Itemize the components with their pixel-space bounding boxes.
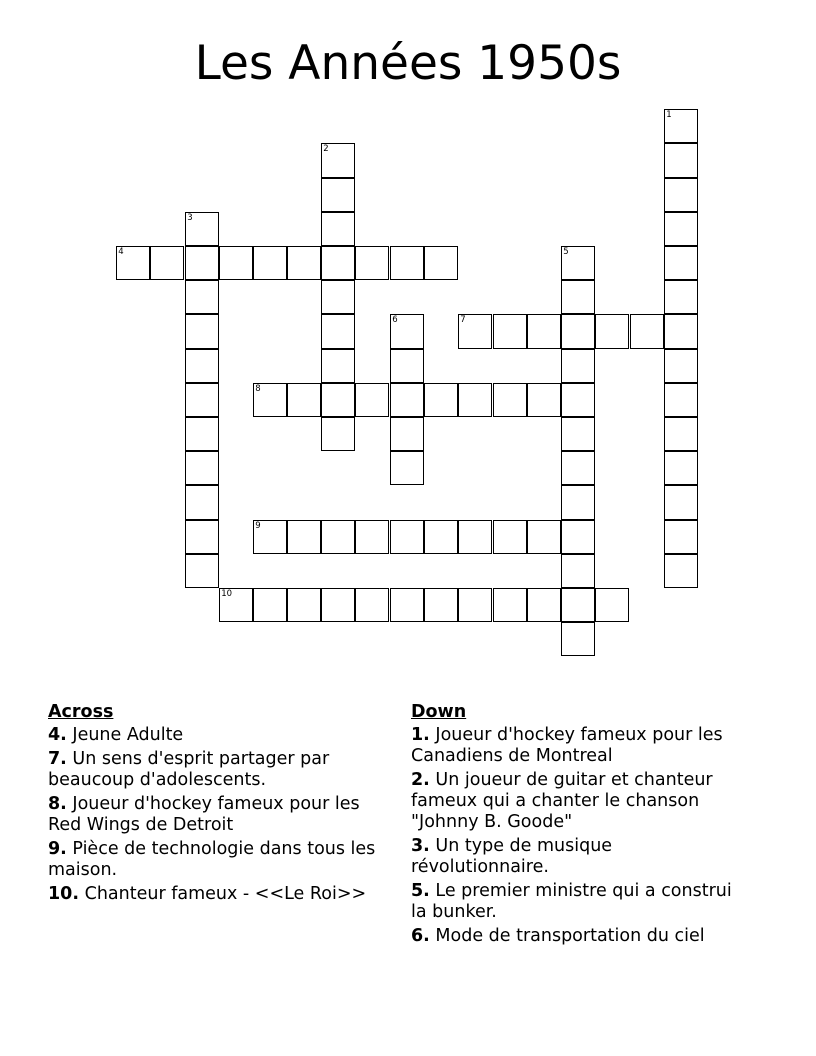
clue-number-label: 8 [255, 383, 261, 394]
crossword-cell[interactable] [185, 520, 219, 554]
crossword-cell[interactable] [664, 349, 698, 383]
clue-text: Mode de transportation du ciel [435, 926, 705, 946]
clue-number: 2. [411, 770, 430, 790]
crossword-cell[interactable] [185, 280, 219, 314]
clue-number-label: 6 [392, 315, 398, 326]
crossword-cell[interactable] [321, 588, 355, 622]
crossword-cell[interactable] [458, 314, 492, 348]
crossword-cell[interactable] [253, 383, 287, 417]
crossword-cell[interactable] [458, 588, 492, 622]
crossword-cell[interactable] [664, 451, 698, 485]
crossword-cell[interactable] [561, 417, 595, 451]
clue-text: Un sens d'esprit partager par beaucoup d'adolescents. [48, 749, 330, 790]
crossword-cell[interactable] [561, 485, 595, 519]
crossword-cell[interactable] [527, 383, 561, 417]
crossword-cell[interactable] [287, 588, 321, 622]
crossword-cell[interactable] [321, 314, 355, 348]
crossword-cell[interactable] [493, 520, 527, 554]
crossword-cell[interactable] [664, 485, 698, 519]
clue-across-8[interactable] [48, 794, 388, 836]
crossword-cell[interactable] [561, 588, 595, 622]
clue-number-label: 5 [563, 247, 569, 257]
crossword-cell[interactable] [424, 383, 458, 417]
crossword-cell[interactable] [458, 520, 492, 554]
crossword-cell[interactable] [664, 554, 698, 588]
crossword-cell[interactable] [185, 314, 219, 348]
crossword-cell[interactable] [664, 383, 698, 417]
crossword-cell[interactable] [424, 588, 458, 622]
crossword-cell[interactable] [664, 520, 698, 554]
crossword-cell[interactable] [493, 588, 527, 622]
crossword-cell[interactable] [664, 417, 698, 451]
crossword-cell[interactable] [390, 520, 424, 554]
crossword-cell[interactable] [664, 212, 698, 246]
clue-number: 6. [411, 926, 430, 946]
crossword-cell[interactable] [219, 246, 253, 280]
crossword-cell[interactable] [390, 349, 424, 383]
clue-text: Jeune Adulte [72, 725, 184, 745]
crossword-cell[interactable] [561, 383, 595, 417]
crossword-cell[interactable] [390, 588, 424, 622]
crossword-cell[interactable] [150, 246, 184, 280]
across-heading: Across [48, 702, 114, 722]
down-clues [411, 702, 751, 950]
crossword-cell[interactable] [287, 520, 321, 554]
crossword-cell[interactable] [664, 178, 698, 212]
crossword-cell[interactable] [595, 588, 629, 622]
clue-down-3[interactable] [411, 836, 751, 878]
clue-across-9[interactable] [48, 839, 388, 881]
clue-number: 9. [48, 839, 67, 859]
clue-text: Pièce de technologie dans tous les maison. [48, 839, 376, 880]
crossword-cell[interactable] [185, 451, 219, 485]
across-clues [48, 702, 388, 908]
crossword-cell[interactable] [390, 314, 424, 348]
clue-text: Un type de musique révolutionnaire. [411, 836, 613, 877]
crossword-cell[interactable] [561, 622, 595, 656]
crossword-cell[interactable] [185, 417, 219, 451]
crossword-cell[interactable] [355, 520, 389, 554]
crossword-cell[interactable] [287, 383, 321, 417]
crossword-cell[interactable] [561, 520, 595, 554]
page-title: Les Années 1950s [194, 36, 622, 91]
crossword-cell[interactable] [253, 520, 287, 554]
crossword-cell[interactable] [321, 383, 355, 417]
clue-number-label: 4 [118, 247, 124, 257]
crossword-cell[interactable] [527, 520, 561, 554]
down-heading: Down [411, 702, 467, 722]
crossword-cell[interactable] [424, 520, 458, 554]
clue-across-4[interactable] [48, 725, 388, 746]
crossword-cell[interactable] [527, 588, 561, 622]
crossword-cell[interactable] [185, 485, 219, 519]
crossword-cell[interactable] [561, 314, 595, 348]
clue-number: 3. [411, 836, 430, 856]
crossword-cell[interactable] [664, 143, 698, 177]
crossword-cell[interactable] [321, 280, 355, 314]
clue-number-label: 2 [323, 144, 329, 155]
crossword-cell[interactable] [185, 383, 219, 417]
crossword-cell[interactable] [321, 143, 355, 177]
clue-across-7[interactable] [48, 749, 388, 791]
crossword-cell[interactable] [253, 588, 287, 622]
crossword-cell[interactable] [664, 109, 698, 143]
clue-text: Joueur d'hockey fameux pour les Canadiens de Montreal [411, 725, 723, 766]
clue-number: 10. [48, 884, 80, 904]
crossword-cell[interactable] [219, 588, 253, 622]
crossword-cell[interactable] [527, 314, 561, 348]
crossword-cell[interactable] [185, 349, 219, 383]
crossword-cell[interactable] [185, 212, 219, 246]
crossword-cell[interactable] [321, 349, 355, 383]
clue-across-10[interactable] [48, 884, 388, 905]
crossword-cell[interactable] [630, 314, 664, 348]
clue-number-label: 9 [255, 520, 261, 531]
crossword-cell[interactable] [321, 246, 355, 280]
crossword-cell[interactable] [561, 451, 595, 485]
clue-number-label: 10 [221, 589, 233, 599]
crossword-cell[interactable] [321, 212, 355, 246]
crossword-cell[interactable] [253, 246, 287, 280]
clue-number: 8. [48, 794, 67, 814]
crossword-cell[interactable] [355, 246, 389, 280]
clue-number: 5. [411, 881, 430, 901]
clue-number: 7. [48, 749, 67, 769]
crossword-cell[interactable] [664, 314, 698, 348]
crossword-cell[interactable] [390, 246, 424, 280]
clue-number-label: 3 [187, 212, 193, 223]
crossword-cell[interactable] [595, 314, 629, 348]
crossword-cell[interactable] [390, 417, 424, 451]
crossword-cell[interactable] [390, 383, 424, 417]
crossword-cell[interactable] [493, 383, 527, 417]
crossword-cell[interactable] [321, 520, 355, 554]
clue-down-5[interactable] [411, 881, 751, 923]
crossword-cell[interactable] [390, 451, 424, 485]
crossword-cell[interactable] [355, 383, 389, 417]
clue-down-6[interactable] [411, 926, 751, 947]
clue-number-label: 1 [666, 110, 672, 121]
clue-number-label: 7 [460, 315, 466, 326]
clue-text: Chanteur fameux - <<Le Roi>> [84, 884, 367, 904]
crossword-cell[interactable] [664, 280, 698, 314]
clue-text: Le premier ministre qui a construi la bunker. [411, 881, 732, 922]
crossword-cell[interactable] [424, 246, 458, 280]
crossword-cell[interactable] [458, 383, 492, 417]
crossword-cell[interactable] [116, 246, 150, 280]
crossword-cell[interactable] [355, 588, 389, 622]
crossword-cell[interactable] [664, 246, 698, 280]
clue-text: Joueur d'hockey fameux pour les Red Wings de Detroit [48, 794, 360, 835]
crossword-cell[interactable] [185, 554, 219, 588]
crossword-cell[interactable] [287, 246, 321, 280]
clue-down-1[interactable] [411, 725, 751, 767]
crossword-cell[interactable] [561, 349, 595, 383]
crossword-cell[interactable] [185, 246, 219, 280]
crossword-cell[interactable] [561, 280, 595, 314]
crossword-cell[interactable] [561, 246, 595, 280]
clue-down-2[interactable] [411, 770, 751, 833]
clue-text: Un joueur de guitar et chanteur fameux qui a chanter le chanson "Johnny B. Goode" [411, 770, 713, 832]
crossword-cell[interactable] [321, 178, 355, 212]
crossword-cell[interactable] [321, 417, 355, 451]
clue-number: 1. [411, 725, 430, 745]
clue-number: 4. [48, 725, 67, 745]
crossword-cell[interactable] [493, 314, 527, 348]
crossword-cell[interactable] [561, 554, 595, 588]
